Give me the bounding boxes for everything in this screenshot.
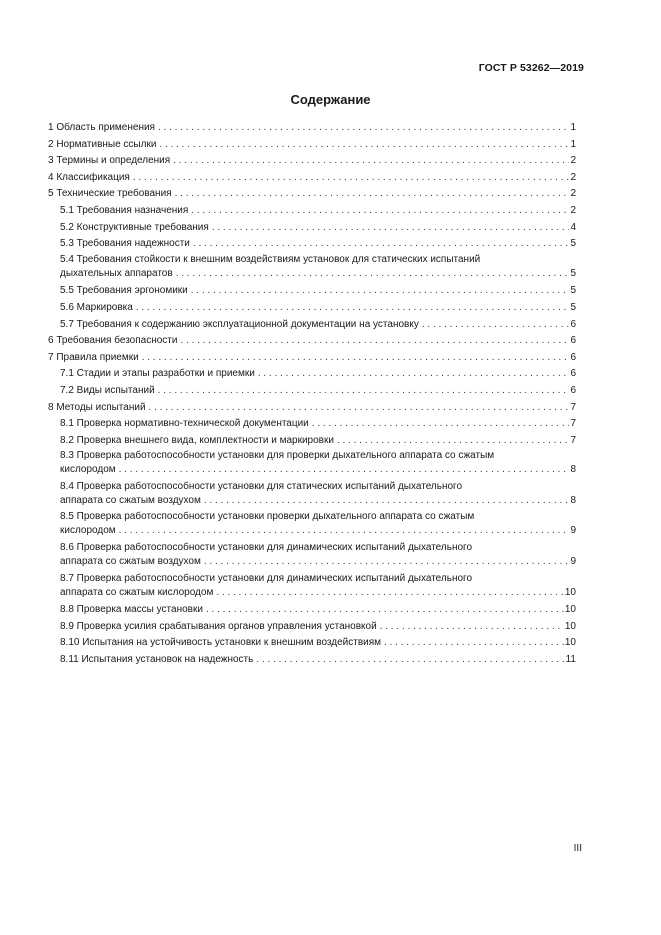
toc-page-number: 9 (570, 525, 576, 537)
dot-leader (133, 170, 570, 187)
toc-page-number: 6 (570, 318, 576, 330)
toc-entry-title: 8.2 Проверка внешнего вида, комплектности и маркировки (60, 434, 334, 446)
dot-leader (380, 619, 564, 636)
toc-entry[interactable] (48, 220, 576, 237)
toc-entry[interactable] (48, 137, 576, 154)
dot-leader (384, 635, 564, 652)
toc-entry-title: кислородом (60, 525, 116, 537)
toc-page-number: 1 (570, 122, 576, 133)
page-title: Содержание (290, 92, 371, 107)
toc-entry-multiline[interactable] (48, 480, 576, 511)
dot-leader (180, 333, 569, 350)
toc-entry[interactable] (48, 300, 576, 317)
toc-entry-title: 5.1 Требования назначения (60, 204, 189, 216)
toc-entry[interactable] (48, 236, 576, 253)
toc-entry-multiline[interactable] (48, 510, 576, 541)
toc-page-number: 6 (570, 384, 576, 396)
toc-entry-title: кислородом (60, 464, 116, 476)
toc-entry[interactable] (48, 416, 576, 433)
dot-leader (422, 317, 570, 334)
toc-page-number: 5 (570, 301, 576, 313)
dot-leader (216, 586, 564, 600)
toc-page-number: 8 (570, 494, 576, 506)
dot-leader (119, 524, 570, 538)
toc-entry-title: 7.2 Виды испытаний (60, 384, 155, 396)
dot-leader (176, 267, 570, 281)
toc-entry[interactable] (48, 203, 576, 220)
toc-entry-multiline[interactable] (48, 449, 576, 480)
toc-entry-title-line1: 8.3 Проверка работоспособности установки для проверки дыхательного аппарата со сжатым (60, 450, 495, 462)
toc-entry-title: 5.2 Конструктивные требования (60, 221, 209, 233)
toc-entry-title: 5.5 Требования эргономики (60, 285, 188, 297)
dot-leader (337, 433, 570, 450)
toc-page-number: 1 (570, 138, 576, 150)
dot-leader (159, 137, 569, 154)
toc-page-number: 7 (570, 401, 576, 413)
toc-entry-title: 6 Требования безопасности (48, 335, 178, 347)
toc-entry-title: 2 Нормативные ссылки (48, 138, 157, 150)
toc-entry[interactable] (60, 494, 576, 511)
toc-entry-title: дыхательных аппаратов (60, 267, 173, 279)
toc-entry[interactable] (48, 366, 576, 383)
toc-entry-title: аппарата со сжатым воздухом (60, 556, 201, 568)
toc-entry[interactable] (60, 555, 576, 572)
dot-leader (175, 186, 570, 203)
toc-entry-title-line1: 8.6 Проверка работоспособности установки для динамических испытаний дыхательного (60, 542, 473, 554)
toc-entry-title: аппарата со сжатым кислородом (60, 586, 214, 598)
toc-entry[interactable] (48, 153, 576, 170)
dot-leader (191, 203, 569, 220)
toc-entry-title: 7.1 Стадии и этапы разработки и приемки (60, 368, 255, 380)
toc-page-number: 5 (570, 285, 576, 297)
toc-entry[interactable] (48, 170, 576, 187)
toc-entry-title: 8.9 Проверка усилия срабатывания органов управления установкой (60, 620, 377, 632)
toc-page-number: 5 (570, 267, 576, 279)
dot-leader (204, 555, 570, 569)
toc-entry-title-line1: 5.4 Требования стойкости к внешним воздействиям установок для статических испытаний (60, 253, 481, 265)
dot-leader (158, 120, 569, 137)
toc-page-number: 4 (570, 221, 576, 233)
toc-page-number: 5 (570, 238, 576, 250)
toc-entry-title: 8 Методы испытаний (48, 401, 146, 413)
toc-entry[interactable] (48, 652, 576, 669)
toc-entry-title: 1 Область применения (48, 122, 155, 133)
dot-leader (136, 300, 570, 317)
toc-entry-title: 8.11 Испытания установок на надежность (60, 654, 254, 666)
dot-leader (149, 400, 570, 417)
toc-entry-title: 8.10 Испытания на устойчивость установки к внешним воздействиям (60, 637, 382, 649)
toc-page-number: 10 (564, 586, 576, 598)
dot-leader (212, 220, 570, 237)
dot-leader (158, 383, 570, 400)
toc-page-number: 6 (570, 351, 576, 363)
dot-leader (119, 463, 570, 477)
dot-leader (204, 494, 570, 508)
dot-leader (193, 236, 570, 253)
toc-page-number: 2 (570, 155, 576, 167)
document-code: ГОСТ Р 53262—2019 (478, 62, 584, 74)
toc-entry[interactable] (48, 635, 576, 652)
toc-entry-title: 5 Технические требования (48, 188, 172, 200)
toc-entry-title: 5.7 Требования к содержанию эксплуатационной документации на установку (60, 318, 419, 330)
toc-entry[interactable] (48, 383, 576, 400)
toc-page-number: 2 (570, 171, 576, 183)
toc-page-number: 7 (570, 434, 576, 446)
toc-page-number: 8 (570, 464, 576, 476)
dot-leader (142, 350, 570, 367)
toc-page-number: 7 (570, 418, 576, 430)
toc-page-number: 6 (570, 335, 576, 347)
page-number: III (573, 843, 582, 854)
toc-entry[interactable] (48, 400, 576, 417)
toc-entry[interactable] (60, 524, 576, 541)
toc-entry-title: 8.8 Проверка массы установки (60, 604, 203, 616)
toc-page-number: 6 (570, 368, 576, 380)
toc-entry[interactable] (48, 120, 576, 137)
toc-entry-title-line1: 8.4 Проверка работоспособности установки для статических испытаний дыхательного (60, 480, 463, 492)
toc-entry[interactable] (60, 586, 576, 603)
toc-entry-title: 8.1 Проверка нормативно-технической документации (60, 418, 309, 430)
toc-entry-title: 7 Правила приемки (48, 351, 139, 363)
toc-entry-title: 5.3 Требования надежности (60, 238, 190, 250)
dot-leader (312, 416, 570, 433)
dot-leader (256, 652, 564, 669)
toc-entry[interactable] (60, 463, 576, 480)
table-of-contents (48, 120, 576, 669)
toc-entry[interactable] (48, 433, 576, 450)
dot-leader (258, 366, 570, 383)
dot-leader (206, 602, 564, 619)
toc-page-number: 10 (564, 604, 576, 616)
dot-leader (191, 283, 570, 300)
toc-entry[interactable] (48, 619, 576, 636)
toc-entry[interactable] (48, 317, 576, 334)
toc-page-number: 2 (570, 188, 576, 200)
toc-entry-multiline[interactable] (48, 541, 576, 572)
toc-entry-title: 3 Термины и определения (48, 155, 171, 167)
toc-entry-title: 5.6 Маркировка (60, 301, 133, 313)
toc-page-number: 11 (565, 654, 576, 666)
toc-page-number: 9 (570, 556, 576, 568)
toc-entry[interactable] (48, 283, 576, 300)
toc-page-number: 10 (564, 637, 576, 649)
toc-entry-multiline[interactable] (48, 572, 576, 603)
toc-page-number: 10 (564, 620, 576, 632)
toc-entry[interactable] (48, 602, 576, 619)
toc-entry[interactable] (60, 267, 576, 284)
toc-entry-title: аппарата со сжатым воздухом (60, 494, 201, 506)
dot-leader (173, 153, 569, 170)
toc-entry-title-line1: 8.5 Проверка работоспособности установки проверки дыхательного аппарата со сжатым (60, 511, 475, 523)
toc-entry[interactable] (48, 350, 576, 367)
toc-page-number: 2 (570, 204, 576, 216)
toc-entry[interactable] (48, 333, 576, 350)
toc-entry[interactable] (48, 186, 576, 203)
toc-entry-title-line1: 8.7 Проверка работоспособности установки для динамических испытаний дыхательного (60, 572, 473, 584)
toc-entry-title: 4 Классификация (48, 171, 130, 183)
toc-entry-multiline[interactable] (48, 253, 576, 284)
